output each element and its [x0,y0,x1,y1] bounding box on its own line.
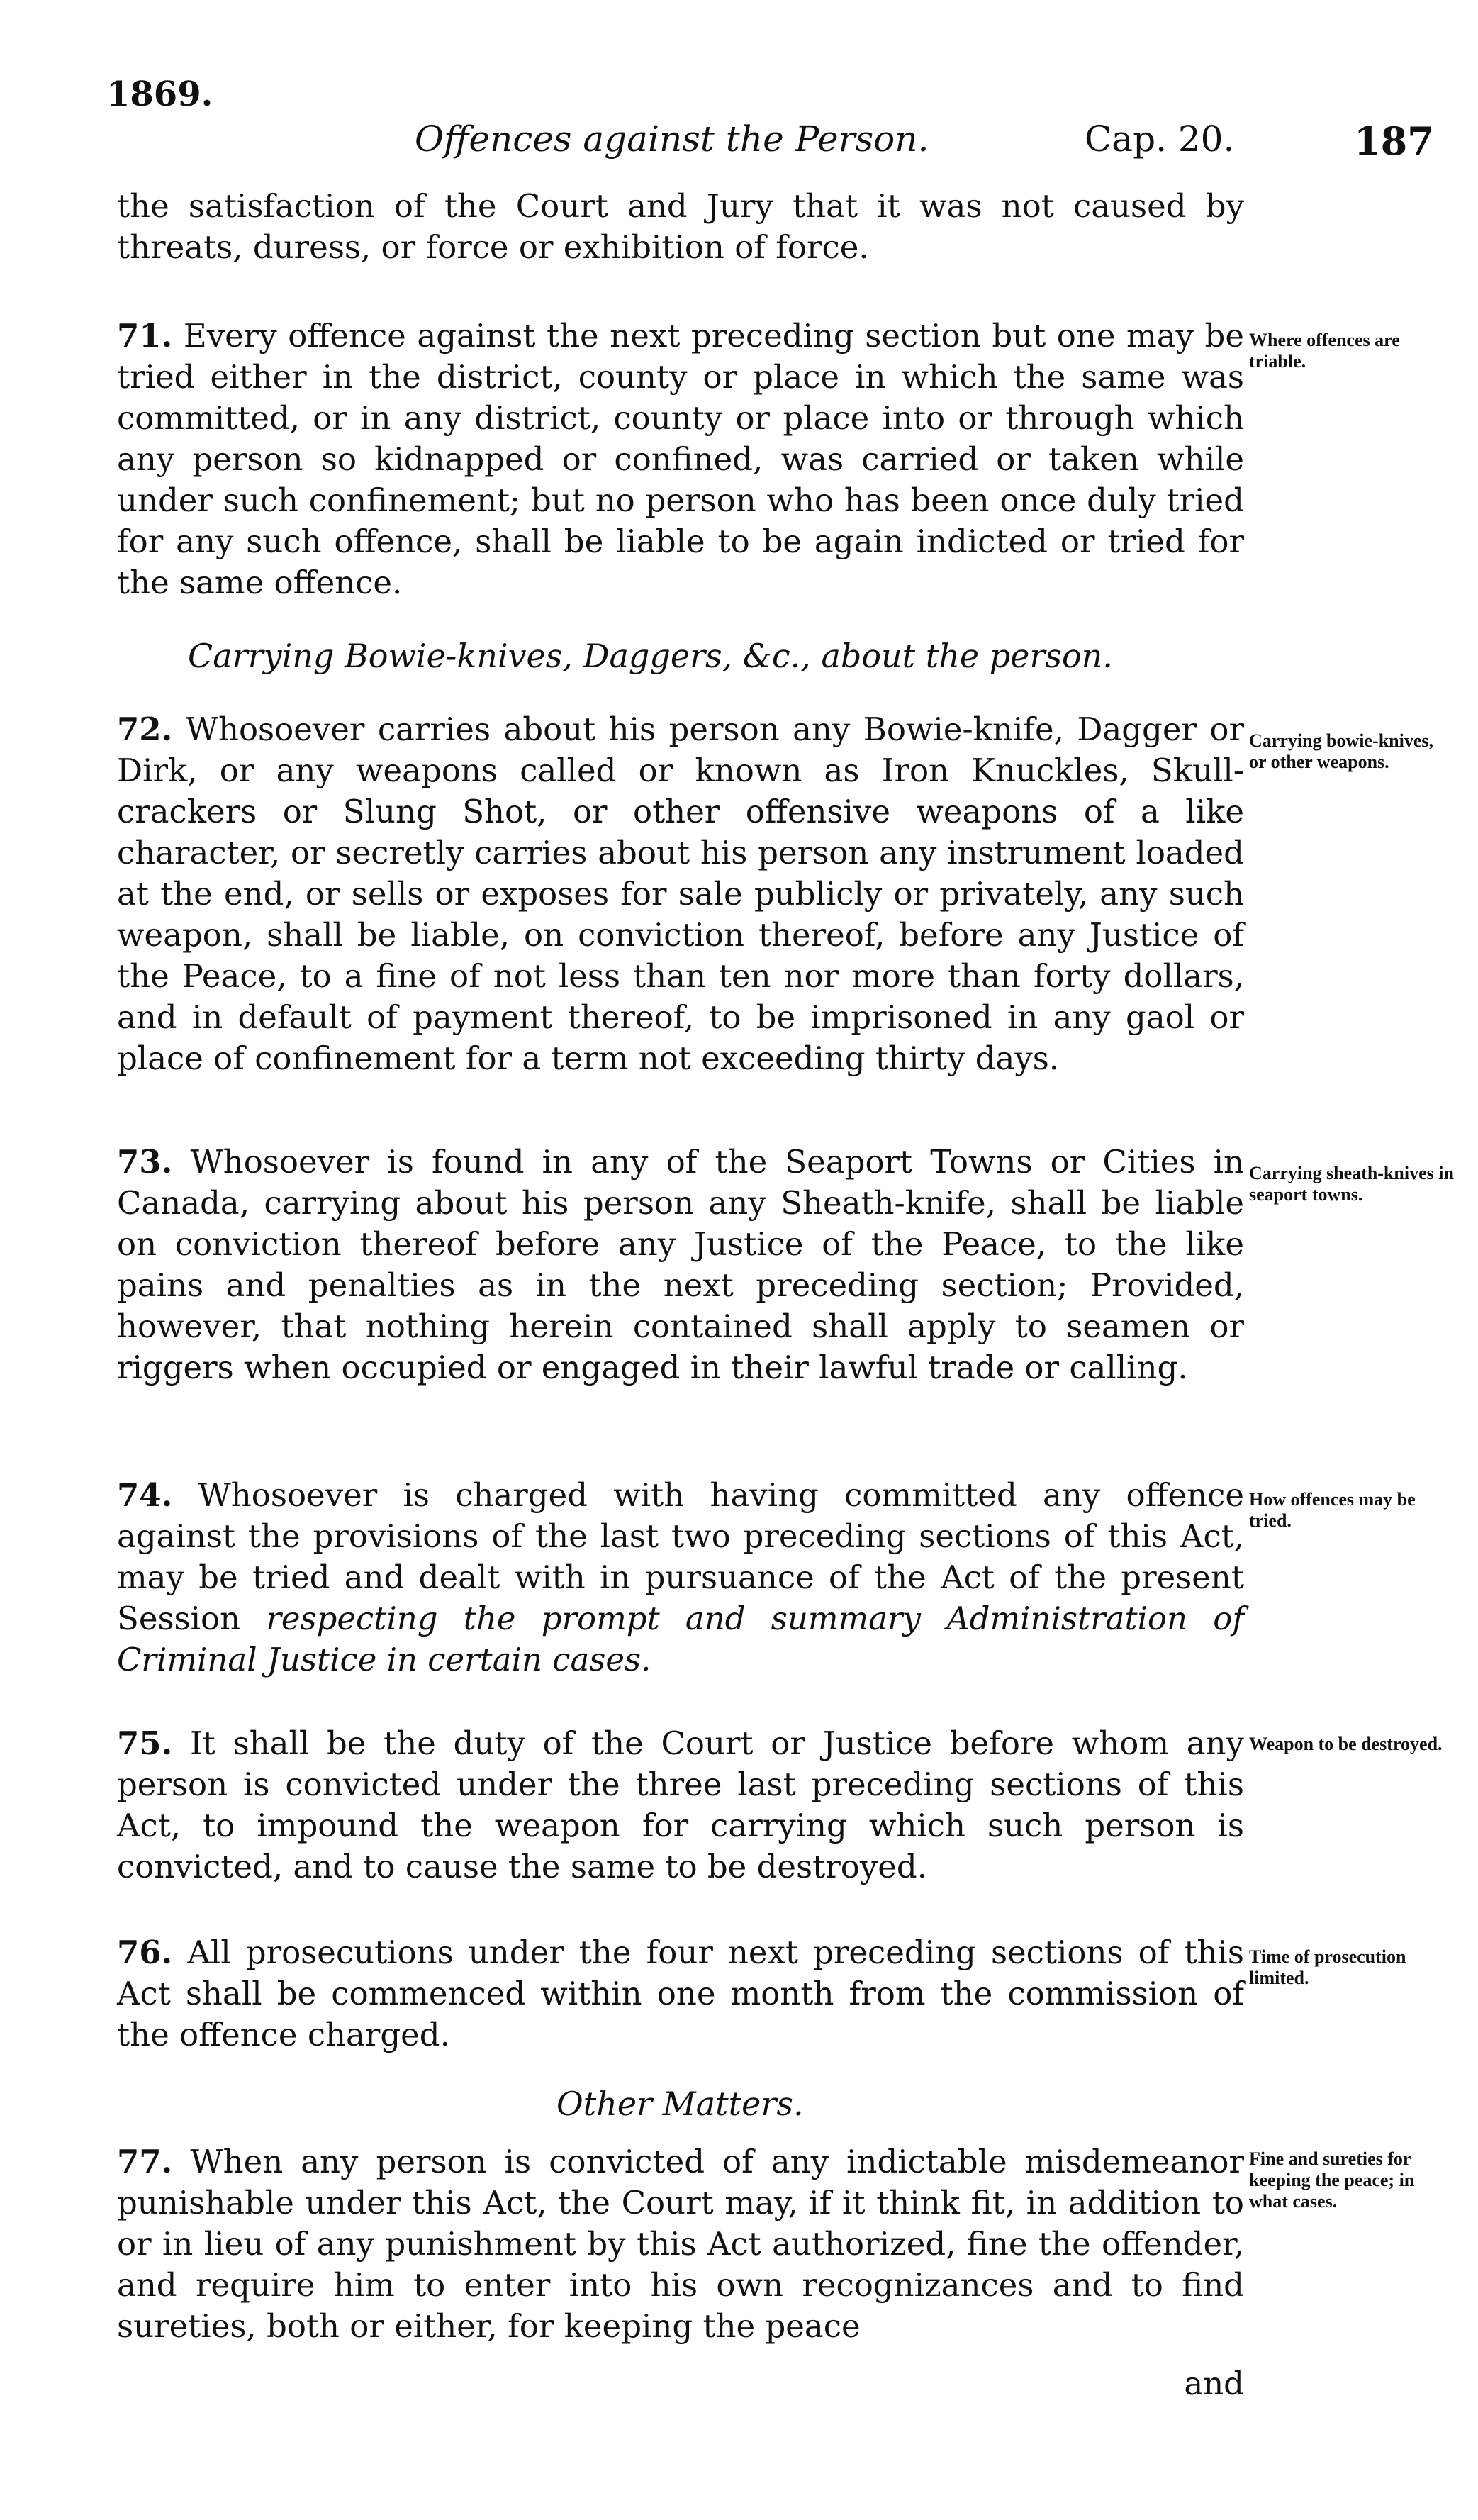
section-77 [117,2141,1244,2347]
margin-note-73: Carrying sheath-knives in seaport towns. [1249,1163,1454,1205]
section-text: Every offence against the next preceding section but one may be tried either in the district, county or place in which the same was committed, or in any district, county or place into or through which any person so kidnapped or confined, was carried or taken while under such confinement; but no person who has been once duly tried for any such offence, shall be liable to be again indicted or tried for the same offence. [117,317,1244,601]
section-73 [117,1142,1244,1388]
section-72 [117,709,1244,1079]
header-chapter: Cap. 20. [1085,118,1235,160]
continuation-paragraph: the satisfaction of the Court and Jury that it was not caused by threats, duress, or force or exhibition of force. [117,187,1244,266]
section-number: 77. [117,2143,173,2180]
running-header [106,74,1434,164]
margin-note-77: Fine and sureties for keeping the peace; in what cases. [1249,2148,1415,2212]
section-71 [117,316,1244,603]
section-italic-text: respecting the prompt and summary Administration of Criminal Justice in certain cases. [117,1600,1244,1678]
section-74 [117,1475,1244,1680]
margin-note-76: Time of prosecution limited. [1249,1946,1406,1988]
section-text: Whosoever carries about his person any Bowie-knife, Dagger or Dirk, or any weapons called or known as Iron Knuckles, Skull-crackers or Slung Shot, or other offensive weapons of a like character, or secretly carries about his person any instrument loaded at the end, or sells or exposes for sale publicly or privately, any such weapon, shall be liable, on conviction thereof, before any Justice of the Peace, to a fine of not less than ten nor more than forty dollars, and in default of payment thereof, to be imprisoned in any gaol or place of confinement for a term not exceeding thirty days. [117,710,1245,1077]
margin-note-75: Weapon to be destroyed. [1249,1734,1443,1754]
margin-note-74: How offences may be tried. [1249,1489,1416,1531]
margin-note-71: Where offences are triable. [1249,330,1400,372]
page-number: 187 [1354,118,1434,164]
catchword: and [1184,2365,1244,2402]
margin-note-72: Carrying bowie-knives, or other weapons. [1249,730,1433,772]
section-number: 72. [117,710,173,748]
section-text: It shall be the duty of the Court or Justice before whom any person is convicted under the three last preceding sections of this Act, to impound the weapon for carrying which such person is convicted, and to cause the same to be destroyed. [117,1724,1244,1885]
section-number: 73. [117,1143,173,1181]
heading-other-matters: Other Matters. [556,2085,804,2123]
section-75 [117,1723,1244,1888]
section-76 [117,1932,1244,2056]
section-number: 75. [117,1724,173,1762]
section-text: Whosoever is found in any of the Seaport Towns or Cities in Canada, carrying about his person any Sheath-knife, shall be liable on conviction thereof before any Justice of the Peace, to the like pains and penalties as in the next preceding section; Provided, however, that nothing herein contained shall apply to seamen or riggers when occupied or engaged in their lawful trade or calling. [117,1143,1244,1386]
header-year: 1869. [106,74,213,114]
header-title: Offences against the Person. [415,118,929,160]
section-text: Whosoever is charged with having committed any offence against the provisions of the last two preceding sections of this Act, may be tried and dealt with in pursuance of the Act of the present Session [117,1476,1244,1637]
section-number: 76. [117,1934,173,1971]
section-number: 74. [117,1476,173,1514]
section-text: All prosecutions under the four next preceding sections of this Act shall be commenced within one month from the commission of the offence charged. [117,1934,1244,2053]
section-text: When any person is convicted of any indictable misdemeanor punishable under this Act, the Court may, if it think fit, in addition to or in lieu of any punishment by this Act authorized, fine the offender, and require him to enter into his own recognizances and to find sureties, both or either, for keeping the peace [117,2143,1244,2345]
section-number: 71. [117,317,173,355]
heading-bowie-knives: Carrying Bowie-knives, Daggers, &c., about the person. [188,637,1113,675]
